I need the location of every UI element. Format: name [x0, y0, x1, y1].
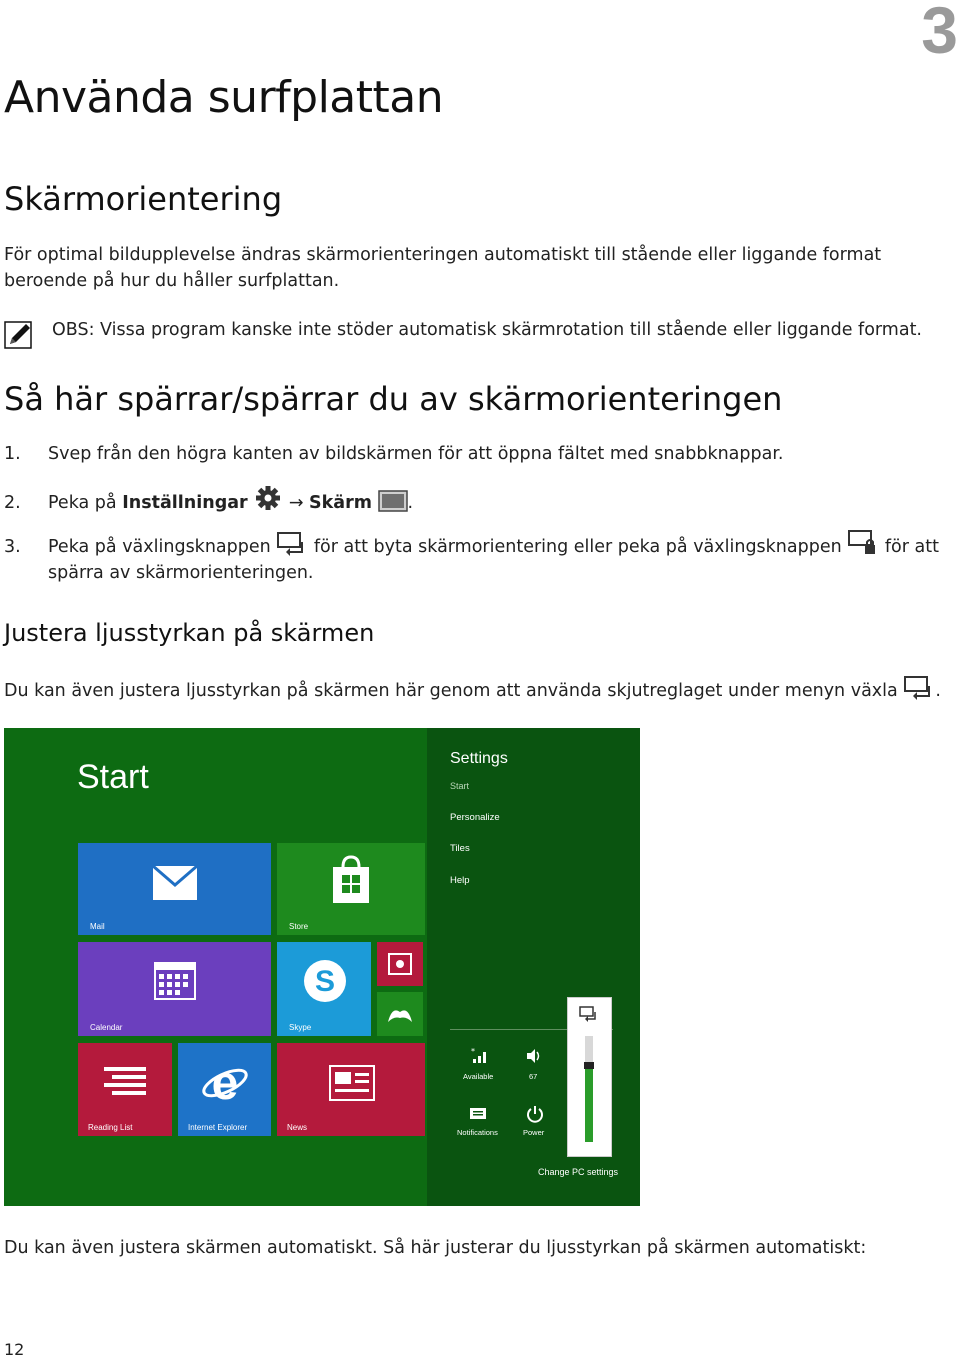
footer-paragraph: Du kan även justera skärmen automatiskt. Så här justerar du ljusstyrkan på skärmen automatiskt: [4, 1238, 867, 1258]
notifications-label: Notifications [457, 1128, 498, 1137]
step-number: 1. [4, 444, 21, 464]
paragraph-line-1: För optimal bildupplevelse ändras skärmorienteringen automatiskt till stående eller liggande format [4, 245, 882, 265]
power-label: Power [523, 1128, 545, 1137]
settings-label: Inställningar [122, 493, 248, 513]
tile-games[interactable] [377, 992, 423, 1036]
tile-label: Calendar [90, 1023, 123, 1032]
brightness-flyout [567, 997, 612, 1157]
section-heading-lock-orientation: Så här spärrar/spärrar du av skärmorienteringen [4, 380, 783, 418]
brightness-text: Du kan även justera ljusstyrkan på skärmen här genom att använda skjutreglaget under menyn växla [4, 681, 898, 701]
tile-label: Skype [289, 1023, 312, 1032]
network-icon [471, 1048, 489, 1064]
step-text-post: för att [884, 537, 939, 557]
step-text-line2: spärra av skärmorienteringen. [48, 563, 314, 583]
brightness-slider-thumb[interactable] [584, 1062, 594, 1069]
tile-label: Mail [90, 922, 105, 931]
volume-label: 67 [529, 1072, 538, 1081]
step-1 [4, 443, 954, 465]
svg-text:S: S [314, 965, 336, 998]
gear-icon [253, 486, 283, 518]
brightness-slider-track[interactable] [585, 1036, 593, 1142]
note-text: Vissa program kanske inte stöder automatisk skärmrotation till stående eller liggande format. [94, 320, 922, 340]
screen-label: Skärm [309, 493, 372, 513]
settings-subtitle: Start [450, 781, 470, 791]
store-bag-icon [329, 855, 373, 905]
tile-label: Internet Explorer [188, 1123, 248, 1132]
note [52, 317, 952, 343]
xbox-icon [386, 1002, 414, 1026]
step-text-post: . [407, 493, 414, 513]
tile-calendar[interactable] [78, 942, 271, 1036]
orientation-paragraph [4, 242, 944, 294]
step-number: 2. [4, 493, 21, 513]
page-title: Använda surfplattan [4, 72, 444, 123]
start-title: Start [77, 758, 149, 796]
chapter-number: 3 [921, 0, 958, 67]
rotation-toggle-icon [903, 676, 935, 706]
screen-icon [378, 490, 408, 518]
start-screen [4, 728, 427, 1206]
step-text-mid: för att byta skärmorientering eller peka på växlingsknappen [313, 537, 842, 557]
tile-internet-explorer[interactable] [178, 1043, 271, 1136]
rotation-toggle-icon [276, 532, 308, 562]
power-icon [526, 1105, 544, 1123]
tile-label: News [287, 1123, 308, 1132]
video-icon [388, 953, 412, 975]
tile-news[interactable] [277, 1043, 425, 1136]
brightness-paragraph [4, 676, 954, 706]
tile-label: Store [289, 922, 309, 931]
notifications-icon [469, 1106, 487, 1122]
paragraph-line-2: beroende på hur du håller surfplattan. [4, 271, 340, 291]
settings-item-help[interactable]: Help [450, 875, 470, 886]
tile-reading-list[interactable] [78, 1043, 172, 1136]
settings-item-personalize[interactable]: Personalize [450, 812, 500, 823]
volume-icon [525, 1048, 543, 1064]
step-3 [4, 530, 954, 584]
step-2 [4, 486, 954, 518]
step-text-pre: Peka på [48, 493, 123, 513]
tile-label: Reading List [88, 1123, 133, 1132]
mail-icon [152, 865, 198, 901]
tile-store[interactable] [277, 843, 425, 935]
network-label: Available [463, 1072, 494, 1081]
note-pencil-icon [4, 320, 34, 350]
arrow: → [283, 493, 310, 513]
svg-text:e: e [211, 1057, 239, 1107]
section-heading-brightness: Justera ljusstyrkan på skärmen [4, 619, 375, 647]
settings-item-tiles[interactable]: Tiles [450, 843, 470, 854]
internet-explorer-icon [200, 1057, 250, 1107]
reading-list-icon [102, 1065, 148, 1101]
tile-mail[interactable] [78, 843, 271, 935]
rotation-lock-icon [847, 530, 879, 562]
note-label: OBS: [52, 320, 95, 340]
step-number: 3. [4, 537, 21, 557]
settings-title: Settings [450, 750, 508, 767]
skype-icon [302, 958, 348, 1004]
brightness-slider-fill [585, 1066, 593, 1142]
svg-text:*: * [471, 1048, 475, 1056]
change-pc-settings-link[interactable]: Change PC settings [538, 1167, 619, 1177]
windows-settings-screenshot [4, 728, 640, 1206]
news-icon [329, 1065, 375, 1101]
brightness-text-end: . [935, 681, 941, 701]
section-heading-screen-orientation: Skärmorientering [4, 180, 283, 218]
tile-skype[interactable] [277, 942, 371, 1036]
calendar-icon [154, 962, 196, 1000]
page-number: 12 [4, 1340, 25, 1359]
settings-charm [427, 728, 640, 1206]
tile-video[interactable] [377, 942, 423, 986]
rotation-toggle-icon[interactable] [579, 1006, 599, 1022]
step-text-pre: Peka på växlingsknappen [48, 537, 271, 557]
step-text: Svep från den högra kanten av bildskärmen för att öppna fältet med snabbknappar. [48, 444, 784, 464]
